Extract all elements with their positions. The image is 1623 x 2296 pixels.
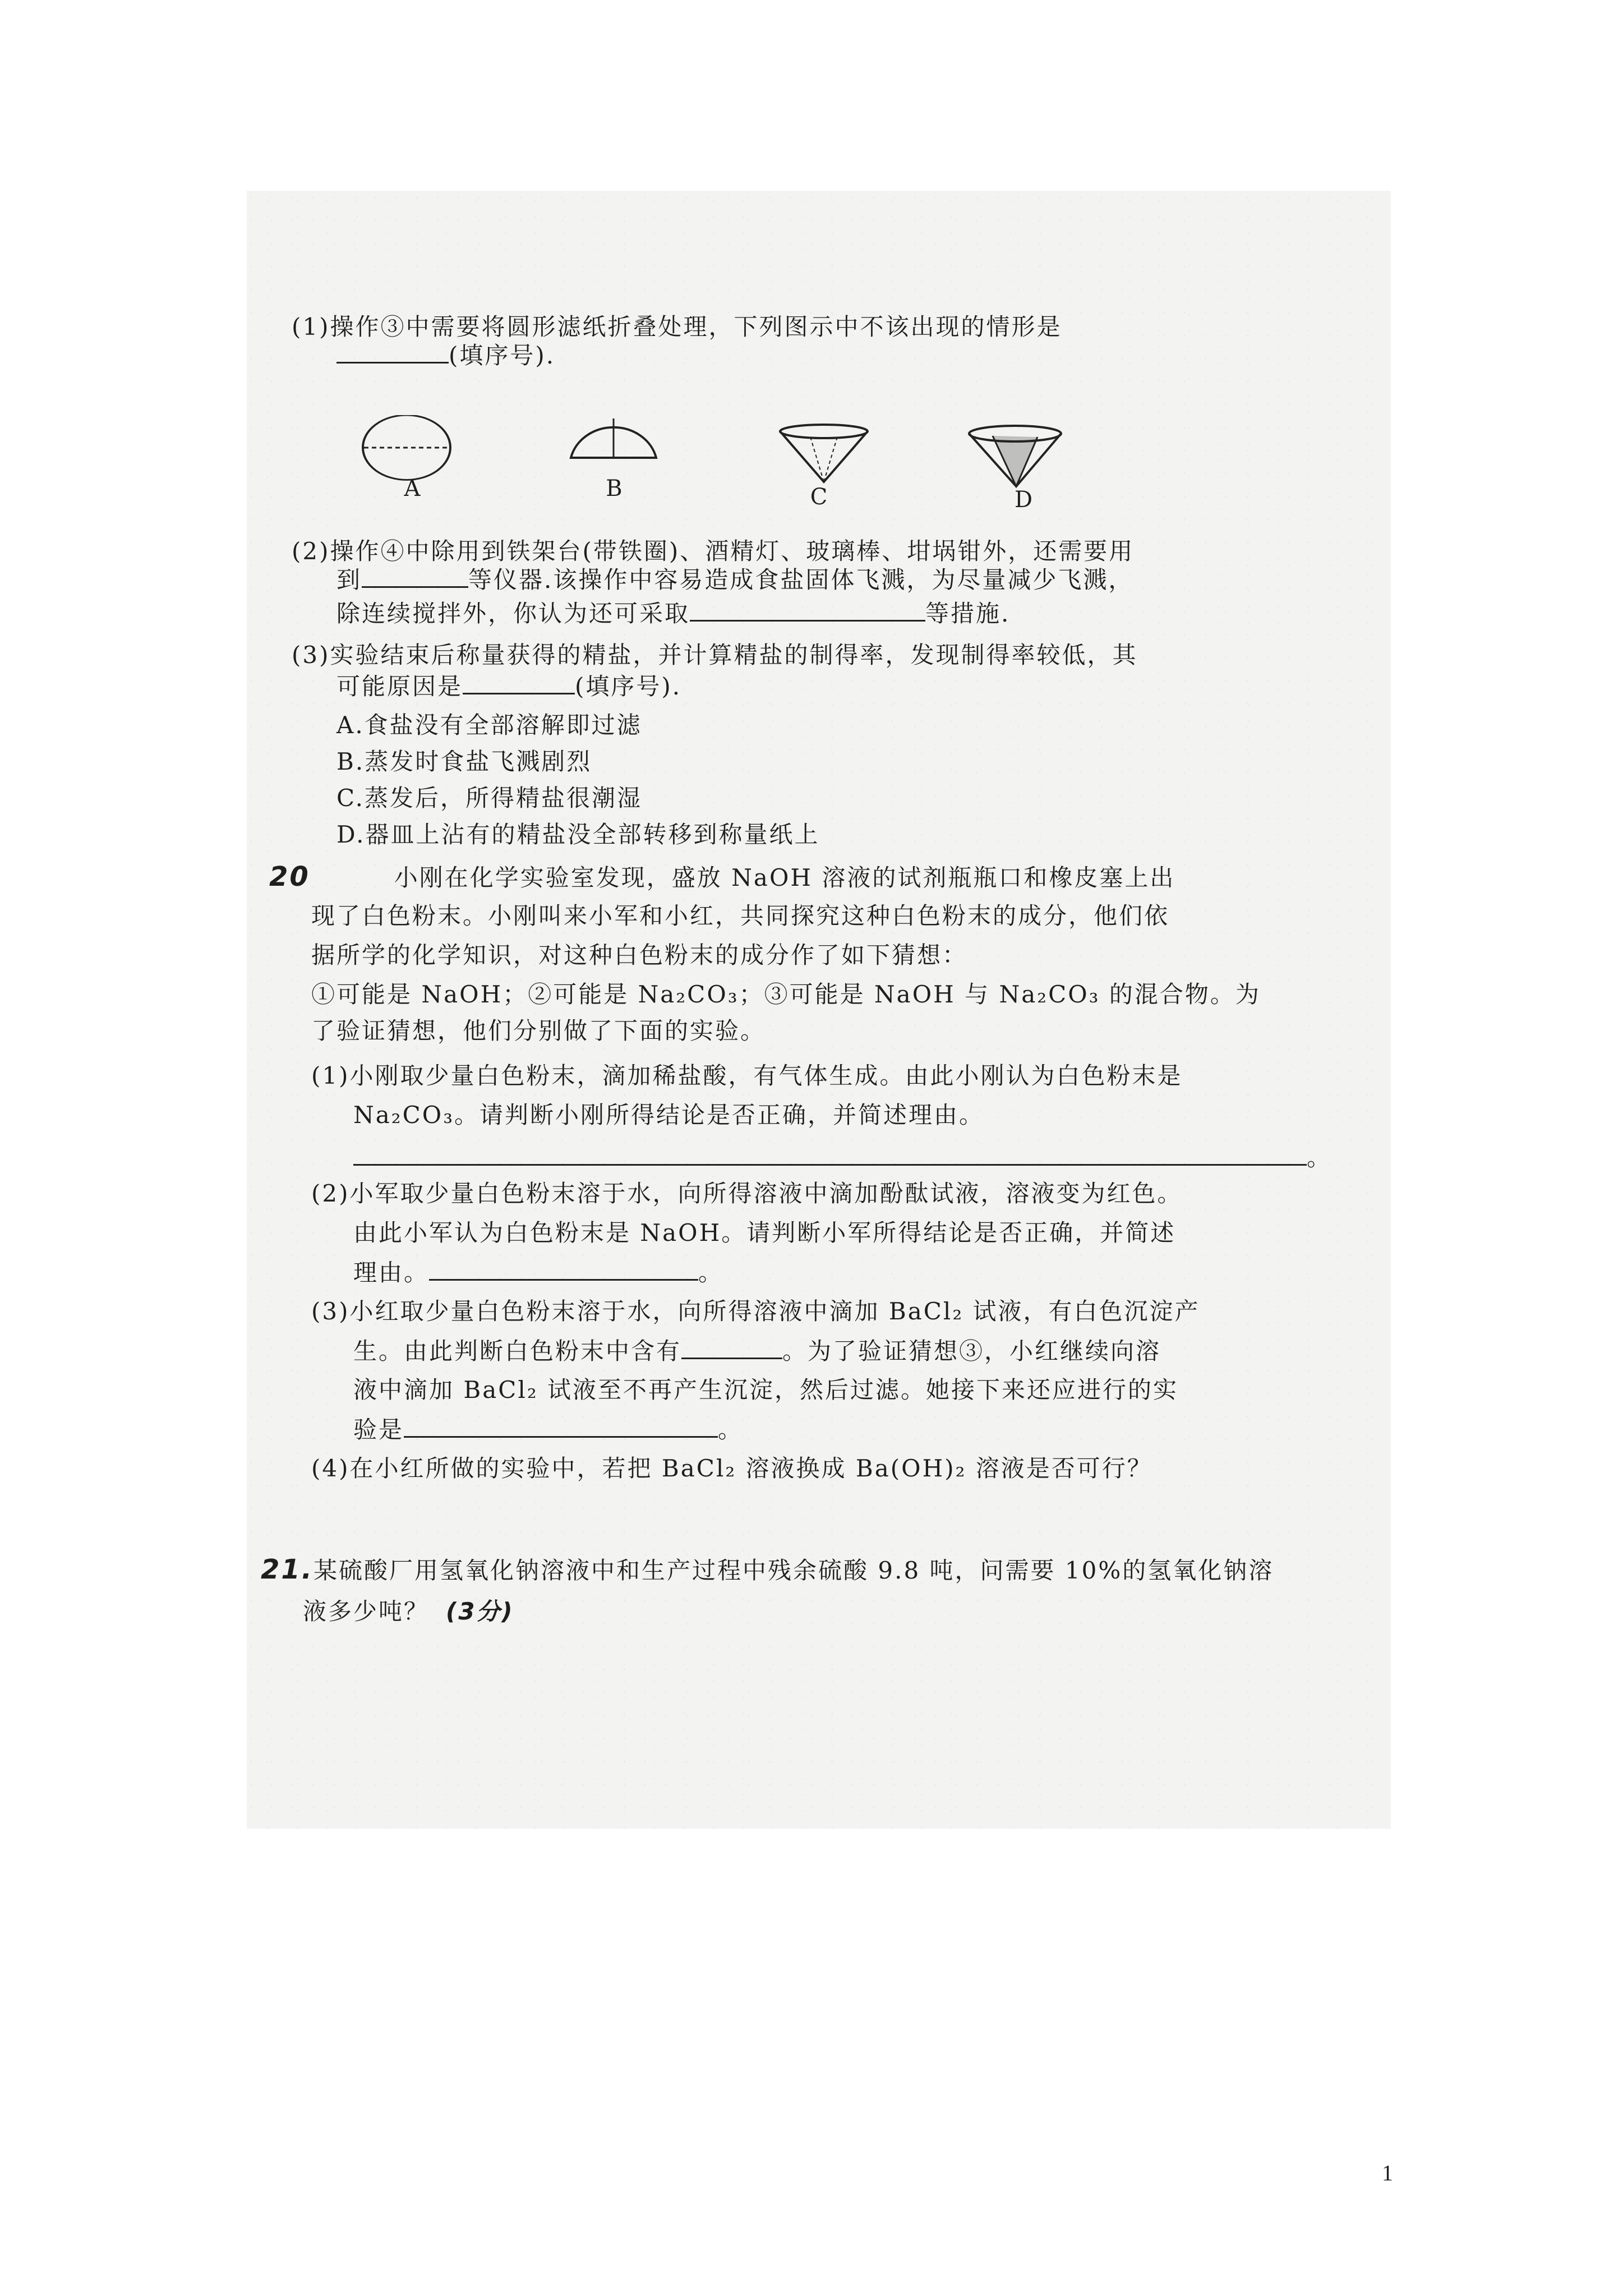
q3-line2 bbox=[336, 670, 681, 702]
p20-sub3-line2 bbox=[353, 1335, 1161, 1367]
problem-20-line5: 了验证猜想，他们分别做了下面的实验。 bbox=[311, 1017, 766, 1045]
p20-sub2-line3 bbox=[353, 1257, 723, 1289]
figure-a-label: A bbox=[404, 476, 421, 501]
p20-sub2-line2: 由此小军认为白色粉末是 NaOH。请判断小军所得结论是否正确，并简述 bbox=[353, 1219, 1176, 1246]
problem-20-line2: 现了白色粉末。小刚叫来小军和小红，共同探究这种白色粉末的成分，他们依 bbox=[311, 902, 1170, 930]
p20-sub3-answer-blank-1 bbox=[681, 1335, 782, 1359]
q2-line3a: 除连续搅拌外，你认为还可采取 bbox=[336, 600, 690, 627]
problem-21-text-1: 某硫酸厂用氢氧化钠溶液中和生产过程中残余硫酸 9.8 吨，问需要 10%的氢氧化钠溶 bbox=[313, 1557, 1274, 1584]
q2-line2b: 等仪器.该操作中容易造成食盐固体飞溅，为尽量减少飞溅， bbox=[468, 566, 1134, 593]
q1-answer-blank bbox=[336, 339, 449, 364]
q1-line2 bbox=[336, 339, 555, 371]
q1-tail: (填序号). bbox=[449, 342, 556, 369]
p20-sub3-line3: 液中滴加 BaCl₂ 试液至不再产生沉淀，然后过滤。她接下来还应进行的实 bbox=[353, 1376, 1179, 1404]
figure-b-label: B bbox=[606, 476, 623, 501]
p20-sub1-line2: Na₂CO₃。请判断小刚所得结论是否正确，并简述理由。 bbox=[353, 1101, 985, 1129]
problem-21-line1 bbox=[261, 1554, 1274, 1586]
p20-sub2-reason: 理由。 bbox=[353, 1259, 430, 1286]
q3-answer-blank bbox=[463, 670, 575, 694]
figure-b bbox=[566, 415, 662, 501]
p20-sub3-end: 。 bbox=[718, 1416, 744, 1443]
figure-c bbox=[777, 424, 872, 510]
p20-sub3-line2a: 生。由此判断白色粉末中含有 bbox=[353, 1337, 682, 1365]
problem-20-line3: 据所学的化学知识，对这种白色粉末的成分作了如下猜想： bbox=[311, 941, 968, 969]
p20-sub3-line4 bbox=[353, 1414, 743, 1446]
q3-line2a: 可能原因是 bbox=[336, 673, 463, 700]
problem-21-number: 21. bbox=[261, 1554, 314, 1585]
figure-d-label: D bbox=[1014, 487, 1033, 513]
q2-answer-blank-1 bbox=[362, 564, 468, 588]
p20-sub1-answer bbox=[353, 1142, 1332, 1174]
figure-a bbox=[362, 415, 457, 501]
q2-line2 bbox=[336, 564, 1133, 596]
q3-option-d: D.器皿上沾有的精盐没全部转移到称量纸上 bbox=[336, 821, 820, 848]
p20-sub2-answer-blank bbox=[429, 1257, 698, 1281]
page-number: 1 bbox=[1382, 2160, 1393, 2185]
figure-c-label: C bbox=[810, 484, 828, 510]
problem-21-text-2: 液多少吨？ bbox=[303, 1598, 430, 1625]
p20-sub3-line1: (3)小红取少量白色粉末溶于水，向所得溶液中滴加 BaCl₂ 试液，有白色沉淀产 bbox=[311, 1297, 1200, 1325]
q2-line1: (2)操作④中除用到铁架台(带铁圈)、酒精灯、玻璃棒、坩埚钳外，还需要用 bbox=[292, 537, 1135, 565]
figure-d bbox=[965, 424, 1066, 513]
p20-sub2-line1: (2)小军取少量白色粉末溶于水，向所得溶液中滴加酚酞试液，溶液变为红色。 bbox=[311, 1180, 1183, 1207]
problem-21-score: (3分) bbox=[446, 1598, 514, 1625]
q1-text: (1)操作③中需要将圆形滤纸折叠处理，下列图示中不该出现的情形是 bbox=[292, 313, 1062, 341]
p20-sub3-line4a: 验是 bbox=[353, 1416, 404, 1443]
q3-option-c: C.蒸发后，所得精盐很潮湿 bbox=[336, 784, 642, 812]
q3-line1: (3)实验结束后称量获得的精盐，并计算精盐的制得率，发现制得率较低，其 bbox=[292, 641, 1138, 669]
q2-line3 bbox=[336, 597, 1010, 629]
p20-sub2-end: 。 bbox=[698, 1259, 724, 1286]
problem-20-hypotheses: ①可能是 NaOH；②可能是 Na₂CO₃；③可能是 NaOH 与 Na₂CO₃ 的混合物。为 bbox=[311, 981, 1261, 1008]
p20-sub1-line1: (1)小刚取少量白色粉末，滴加稀盐酸，有气体生成。由此小刚认为白色粉末是 bbox=[311, 1062, 1183, 1089]
problem-20-line1 bbox=[269, 861, 1175, 894]
q2-answer-blank-2 bbox=[690, 597, 925, 622]
problem-21-line2 bbox=[303, 1596, 514, 1627]
p20-sub4: (4)在小红所做的实验中，若把 BaCl₂ 溶液换成 Ba(OH)₂ 溶液是否可行？ bbox=[311, 1455, 1152, 1482]
problem-20-text-1: 小刚在化学实验室发现，盛放 NaOH 溶液的试剂瓶瓶口和橡皮塞上出 bbox=[394, 864, 1175, 891]
q2-line3b: 等措施. bbox=[925, 600, 1011, 627]
q3-option-a: A.食盐没有全部溶解即过滤 bbox=[336, 711, 642, 739]
p20-sub1-answer-blank bbox=[353, 1142, 1307, 1166]
p20-sub3-line2b: 。为了验证猜想③，小红继续向溶 bbox=[782, 1337, 1161, 1365]
problem-20-number: 20 bbox=[269, 861, 310, 892]
q3-line2b: (填序号). bbox=[575, 673, 682, 700]
p20-sub3-answer-blank-2 bbox=[404, 1414, 718, 1438]
q3-option-b: B.蒸发时食盐飞溅剧烈 bbox=[336, 748, 592, 775]
q2-line2a: 到 bbox=[336, 566, 362, 593]
p20-sub1-end: 。 bbox=[1307, 1144, 1332, 1171]
